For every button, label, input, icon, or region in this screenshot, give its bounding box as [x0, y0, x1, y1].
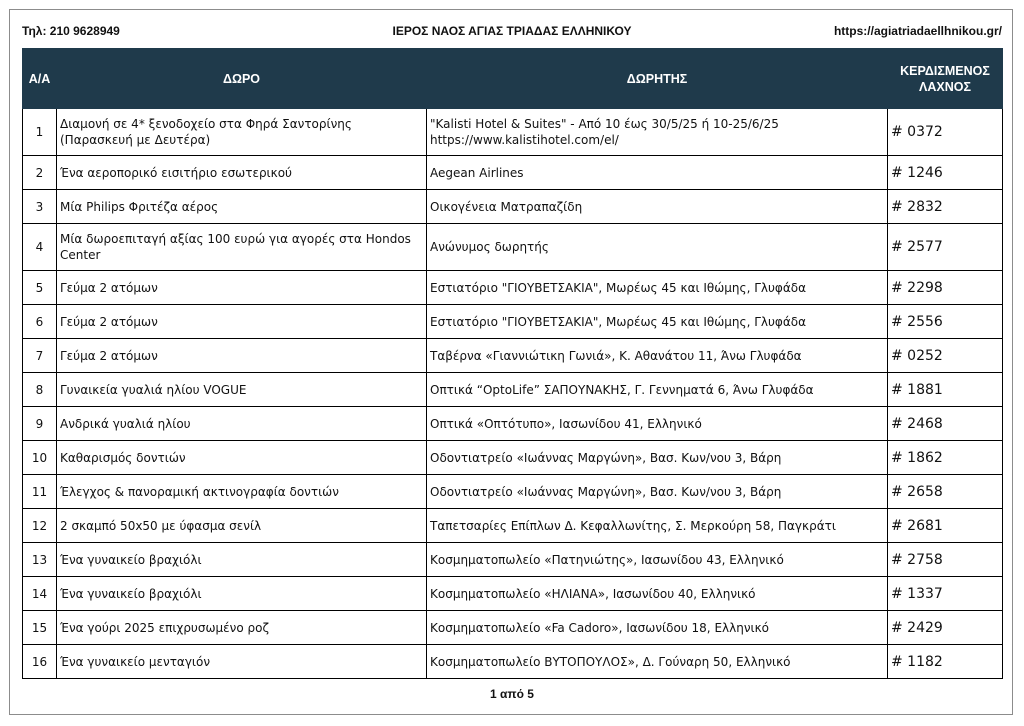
winning-ticket-cell: # 1246	[888, 156, 1003, 190]
winning-ticket-cell: # 1862	[888, 441, 1003, 475]
column-header-donor: ΔΩΡΗΤΗΣ	[427, 49, 888, 109]
prize-table	[22, 48, 1003, 679]
winning-ticket-cell: # 1881	[888, 373, 1003, 407]
table-row	[23, 271, 1003, 305]
donor-cell: Οπτικά «Οπτότυπο», Ιασωνίδου 41, Ελληνικό	[427, 407, 888, 441]
table-row	[23, 339, 1003, 373]
donor-cell: Κοσμηματοπωλείο ΒΥΤΟΠΟΥΛΟΣ», Δ. Γούναρη 50, Ελληνικό	[427, 645, 888, 679]
row-number: 5	[23, 271, 57, 305]
donor-cell: Κοσμηματοπωλείο «Πατηνιώτης», Ιασωνίδου 43, Ελληνικό	[427, 543, 888, 577]
column-header-ticket: ΚΕΡΔΙΣΜΕΝΟΣ ΛΑΧΝΟΣ	[888, 49, 1003, 109]
row-number: 4	[23, 224, 57, 271]
donor-cell: Ταβέρνα «Γιαννιώτικη Γωνιά», Κ. Αθανάτου 11, Άνω Γλυφάδα	[427, 339, 888, 373]
gift-cell: Ανδρικά γυαλιά ηλίου	[57, 407, 427, 441]
winning-ticket-cell: # 2832	[888, 190, 1003, 224]
row-number: 10	[23, 441, 57, 475]
row-number: 2	[23, 156, 57, 190]
row-number: 13	[23, 543, 57, 577]
donor-cell: Κοσμηματοπωλείο «Fa Cadoro», Ιασωνίδου 18, Ελληνικό	[427, 611, 888, 645]
donor-cell: Εστιατόριο "ΓΙΟΥΒΕΤΣΑΚΙΑ", Μωρέως 45 και Ιθώμης, Γλυφάδα	[427, 271, 888, 305]
donor-cell: Ταπετσαρίες Επίπλων Δ. Κεφαλλωνίτης, Σ. Μερκούρη 58, Παγκράτι	[427, 509, 888, 543]
row-number: 8	[23, 373, 57, 407]
table-row	[23, 441, 1003, 475]
winning-ticket-cell: # 2298	[888, 271, 1003, 305]
winning-ticket-cell: # 2468	[888, 407, 1003, 441]
phone-number: Τηλ: 210 9628949	[22, 24, 120, 38]
table-row	[23, 543, 1003, 577]
donor-cell: Ανώνυμος δωρητής	[427, 224, 888, 271]
table-row	[23, 305, 1003, 339]
row-number: 15	[23, 611, 57, 645]
donor-cell: Οδοντιατρείο «Ιωάννας Μαργώνη», Βασ. Κων/νου 3, Βάρη	[427, 475, 888, 509]
table-row	[23, 373, 1003, 407]
table-row	[23, 190, 1003, 224]
table-row	[23, 475, 1003, 509]
donor-cell: Οπτικά “OptoLife” ΣΑΠΟΥΝΑΚΗΣ, Γ. Γεννηματά 6, Άνω Γλυφάδα	[427, 373, 888, 407]
gift-cell: Έλεγχος & πανοραμική ακτινογραφία δοντιών	[57, 475, 427, 509]
table-row	[23, 611, 1003, 645]
donor-cell: Οικογένεια Ματραπαζίδη	[427, 190, 888, 224]
gift-cell: Γυναικεία γυαλιά ηλίου VOGUE	[57, 373, 427, 407]
winning-ticket-cell: # 1337	[888, 577, 1003, 611]
row-number: 11	[23, 475, 57, 509]
gift-cell: Καθαρισμός δοντιών	[57, 441, 427, 475]
column-header-number: Α/Α	[23, 49, 57, 109]
table-row	[23, 407, 1003, 441]
row-number: 9	[23, 407, 57, 441]
table-row	[23, 645, 1003, 679]
donor-cell: Κοσμηματοπωλείο «ΗΛΙΑΝΑ», Ιασωνίδου 40, Ελληνικό	[427, 577, 888, 611]
gift-cell: Γεύμα 2 ατόμων	[57, 271, 427, 305]
column-header-gift: ΔΩΡΟ	[57, 49, 427, 109]
gift-cell: Ένα αεροπορικό εισιτήριο εσωτερικού	[57, 156, 427, 190]
gift-cell: Ένα γούρι 2025 επιχρυσωμένο ροζ	[57, 611, 427, 645]
winning-ticket-cell: # 2658	[888, 475, 1003, 509]
table-row	[23, 156, 1003, 190]
row-number: 16	[23, 645, 57, 679]
winning-ticket-cell: # 2758	[888, 543, 1003, 577]
gift-cell: Διαμονή σε 4* ξενοδοχείο στα Φηρά Σαντορίνης (Παρασκευή με Δευτέρα)	[57, 109, 427, 156]
winning-ticket-cell: # 2577	[888, 224, 1003, 271]
gift-cell: Ένα γυναικείο βραχιόλι	[57, 577, 427, 611]
donor-cell: Εστιατόριο "ΓΙΟΥΒΕΤΣΑΚΙΑ", Μωρέως 45 και Ιθώμης, Γλυφάδα	[427, 305, 888, 339]
winning-ticket-cell: # 2681	[888, 509, 1003, 543]
gift-cell: Ένα γυναικείο μενταγιόν	[57, 645, 427, 679]
row-number: 7	[23, 339, 57, 373]
prize-rows	[23, 109, 1003, 679]
gift-cell: Ένα γυναικείο βραχιόλι	[57, 543, 427, 577]
gift-cell: Μία δωροεπιταγή αξίας 100 ευρώ για αγορές στα Hondos Center	[57, 224, 427, 271]
winning-ticket-cell: # 2556	[888, 305, 1003, 339]
row-number: 6	[23, 305, 57, 339]
church-name: ΙΕΡΟΣ ΝΑΟΣ ΑΓΙΑΣ ΤΡΙΑΔΑΣ ΕΛΛΗΝΙΚΟΥ	[392, 24, 632, 38]
donor-cell: "Kalisti Hotel & Suites" - Από 10 έως 30/5/25 ή 10-25/6/25 https://www.kalistihotel.com/el/	[427, 109, 888, 156]
winning-ticket-cell: # 2429	[888, 611, 1003, 645]
website-url: https://agiatriadaellhnikou.gr/	[833, 24, 1002, 38]
gift-cell: 2 σκαμπό 50x50 με ύφασμα σενίλ	[57, 509, 427, 543]
table-header-row	[23, 49, 1003, 109]
table-row	[23, 509, 1003, 543]
row-number: 14	[23, 577, 57, 611]
gift-cell: Γεύμα 2 ατόμων	[57, 339, 427, 373]
table-row	[23, 577, 1003, 611]
table-row	[23, 109, 1003, 156]
row-number: 1	[23, 109, 57, 156]
winning-ticket-cell: # 0252	[888, 339, 1003, 373]
donor-cell: Οδοντιατρείο «Ιωάννας Μαργώνη», Βασ. Κων/νου 3, Βάρη	[427, 441, 888, 475]
winning-ticket-cell: # 1182	[888, 645, 1003, 679]
page-header	[22, 22, 1002, 40]
gift-cell: Μία Philips Φριτέζα αέρος	[57, 190, 427, 224]
page-number: 1 από 5	[490, 687, 534, 701]
row-number: 3	[23, 190, 57, 224]
table-row	[23, 224, 1003, 271]
gift-cell: Γεύμα 2 ατόμων	[57, 305, 427, 339]
donor-cell: Aegean Airlines	[427, 156, 888, 190]
row-number: 12	[23, 509, 57, 543]
winning-ticket-cell: # 0372	[888, 109, 1003, 156]
